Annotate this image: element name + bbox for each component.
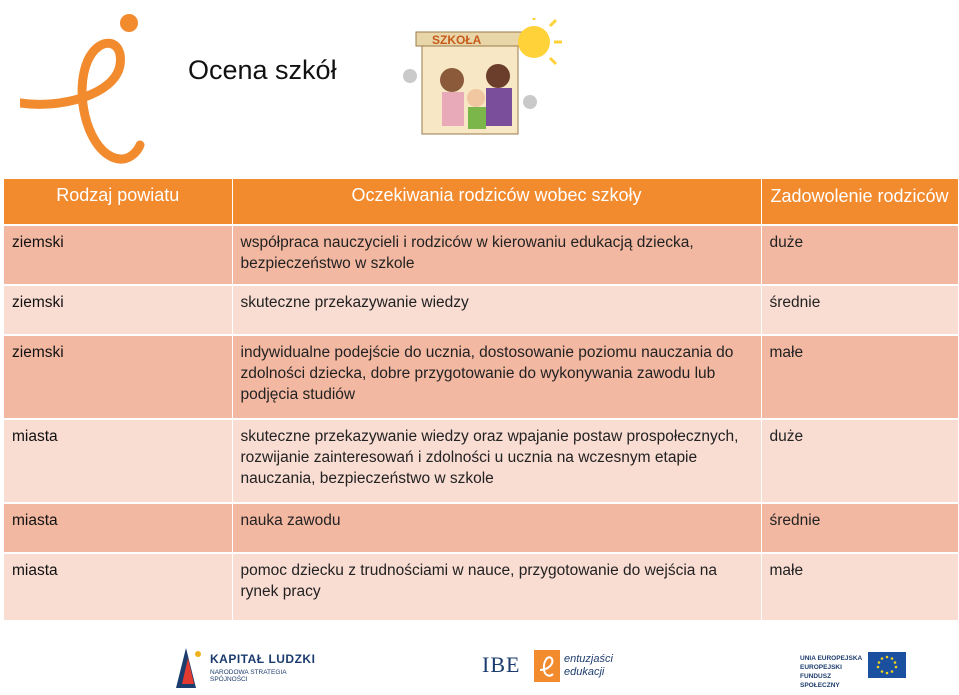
school-evaluation-table [4,179,959,620]
district-type-cell: ziemski [4,225,232,285]
ibe-logo [482,644,622,690]
district-type-cell: miasta [4,419,232,503]
table-row [4,419,958,503]
eu-logo [800,644,910,690]
table-row [4,225,958,285]
satisfaction-cell: małe [761,335,958,419]
satisfaction-cell: duże [761,419,958,503]
header-satisfaction: Zadowolenie rodziców [761,179,958,225]
table-row [4,503,958,553]
expectation-cell: skuteczne przekazywanie wiedzy [232,285,761,335]
district-type-cell: miasta [4,503,232,553]
district-type-cell: ziemski [4,335,232,419]
expectation-cell: indywidualne podejście do ucznia, dostosowanie poziomu nauczania do zdolności dziecka, dobre przygotowanie do wykonywania zawodu lub podjęcia studiów [232,335,761,419]
kapital-ludzki-text: KAPITAŁ LUDZKI [210,652,316,666]
eu-flag-icon [868,652,906,678]
satisfaction-cell: średnie [761,285,958,335]
ibe-tagline: entuzjaści edukacji [564,653,613,678]
page-title: Ocena szkół [188,55,337,85]
kapital-ludzki-logo [172,644,322,690]
expectation-cell: nauka zawodu [232,503,761,553]
school-illustration [402,18,566,146]
expectation-cell: współpraca nauczycieli i rodziców w kierowaniu edukacją dziecka, bezpieczeństwo w szkole [232,225,761,285]
satisfaction-cell: duże [761,225,958,285]
district-type-cell: ziemski [4,285,232,335]
illustration-label: SZKOŁA [432,33,482,47]
table-row [4,335,958,419]
expectation-cell: skuteczne przekazywanie wiedzy oraz wpajanie postaw prospołecznych, rozwijanie zainteresowań i zdolności u ucznia na wczesnym etapie nauczania, bezpieczeństwo w szkole [232,419,761,503]
header-district-type: Rodzaj powiatu [4,179,232,225]
satisfaction-cell: średnie [761,503,958,553]
kapital-ludzki-subtext: NARODOWA STRATEGIA SPÓJNOŚCI [210,669,287,683]
satisfaction-cell: małe [761,553,958,620]
ibe-e-icon [534,650,560,682]
header-expectations: Oczekiwania rodziców wobec szkoły [232,179,761,225]
ibe-text: IBE [482,652,521,677]
district-type-cell: miasta [4,553,232,620]
eu-text: UNIA EUROPEJSKA EUROPEJSKI FUNDUSZ SPOŁECZNY [800,655,863,689]
brand-logo-icon [20,5,160,170]
table-row [4,553,958,620]
kapital-ludzki-icon [172,644,206,690]
expectation-cell: pomoc dziecku z trudnościami w nauce, przygotowanie do wejścia na rynek pracy [232,553,761,620]
table-row [4,285,958,335]
